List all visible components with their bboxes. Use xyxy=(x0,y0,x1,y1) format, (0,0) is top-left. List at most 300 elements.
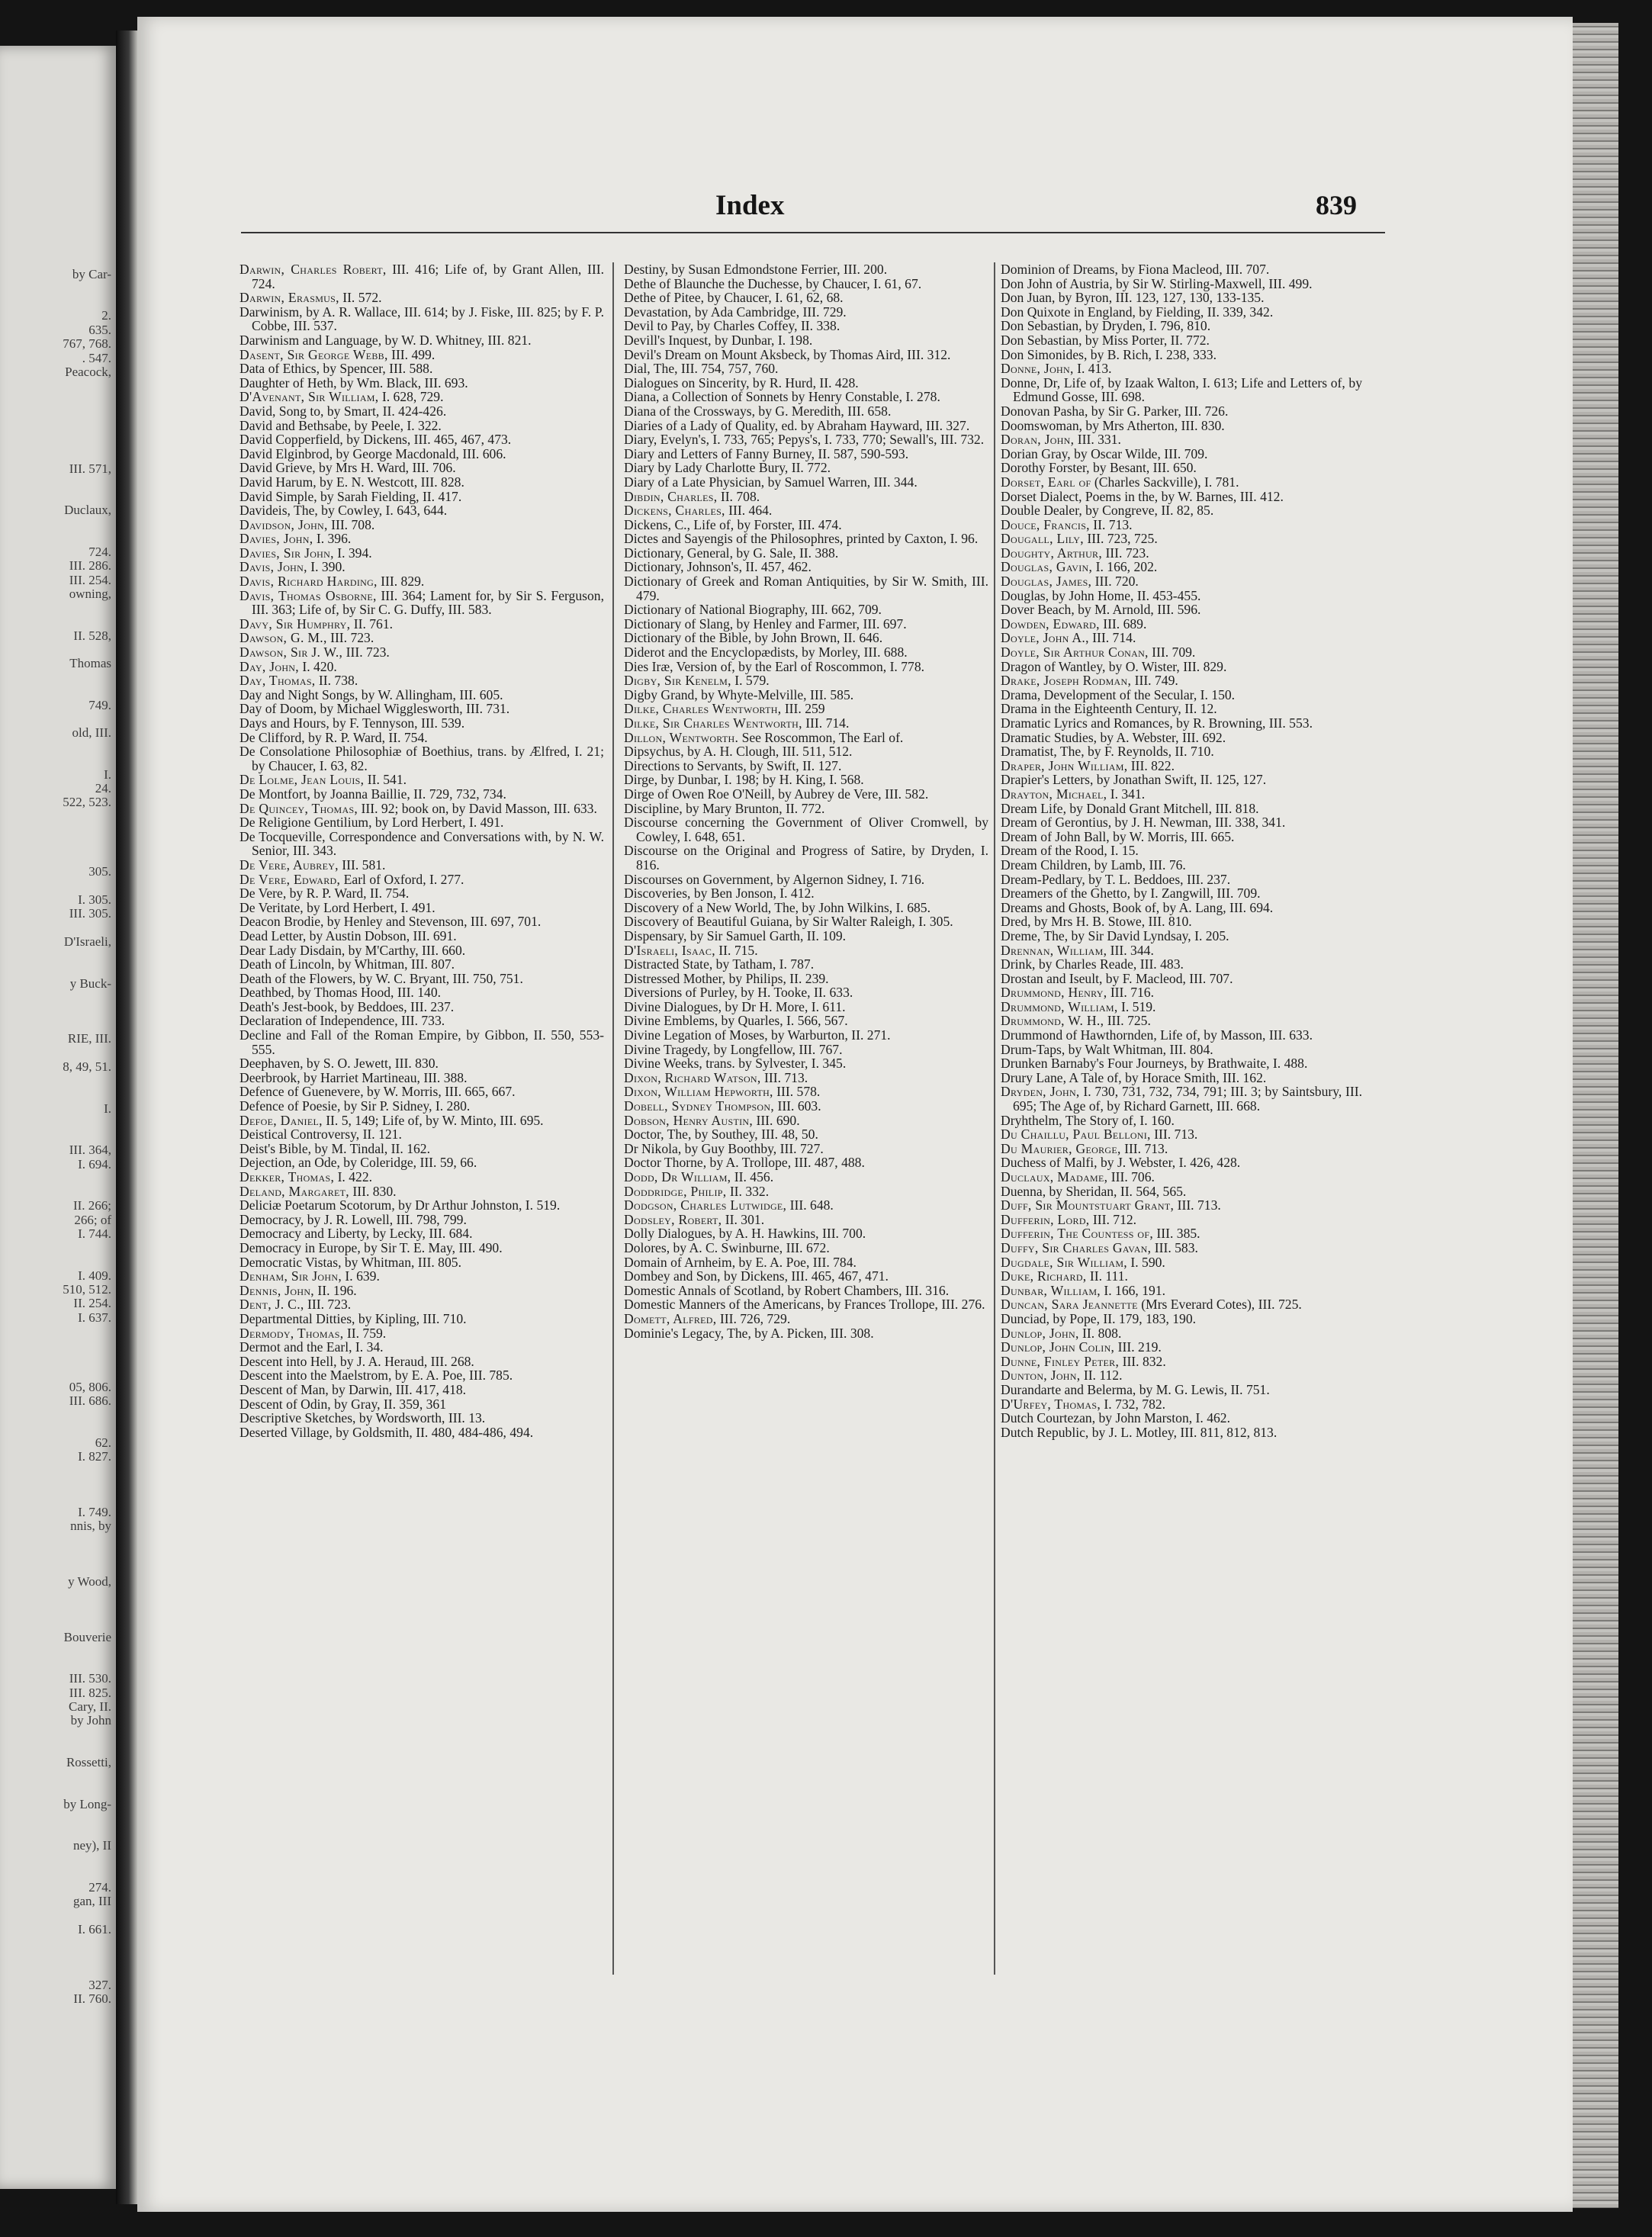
facing-page-text: owning, xyxy=(69,587,111,601)
entry-heading: Davis, Thomas Osborne, xyxy=(239,587,377,603)
index-entry xyxy=(239,546,604,561)
entry-text: Data of Ethics, by Spencer, III. 588. xyxy=(239,361,433,377)
entry-text: III. 723. xyxy=(342,644,390,660)
entry-text: De Vere, by R. P. Ward, II. 754. xyxy=(239,885,410,902)
index-entry xyxy=(239,731,604,745)
index-entry xyxy=(239,673,604,688)
entry-text: I. 166, 202. xyxy=(1092,559,1158,575)
index-entry xyxy=(239,574,604,589)
entry-text: Declaration of Independence, III. 733. xyxy=(239,1013,445,1029)
entry-heading: De Quincey, Thomas, xyxy=(239,800,358,816)
index-entry xyxy=(1001,929,1362,943)
index-entry xyxy=(624,702,988,716)
index-entry xyxy=(239,376,604,391)
index-entry xyxy=(1001,1028,1362,1043)
index-entry xyxy=(1001,461,1362,475)
index-entry xyxy=(1001,985,1362,1000)
index-entry xyxy=(239,1114,604,1128)
entry-text: III. 583. xyxy=(1151,1239,1198,1255)
facing-page-text: I. xyxy=(104,767,111,782)
index-entry xyxy=(624,1085,988,1099)
index-entry xyxy=(624,844,988,872)
index-entry xyxy=(1001,1326,1362,1341)
entry-text: Discoveries, by Ben Jonson, I. 412. xyxy=(624,885,815,902)
index-entry xyxy=(624,1269,988,1284)
index-entry xyxy=(1001,972,1362,986)
entry-text: Dictionary of Slang, by Henley and Farmer, III. 697. xyxy=(624,615,907,632)
index-entry xyxy=(1001,277,1362,291)
index-entry xyxy=(624,1114,988,1128)
entry-heading: Duffy, Sir Charles Gavan, xyxy=(1001,1239,1152,1255)
entry-text: Donne, Dr, Life of, by Izaak Walton, I. 613; Life and Letters of, by Edmund Gosse, III. 698. xyxy=(1001,374,1362,405)
entry-heading: Doyle, Sir Arthur Conan, xyxy=(1001,644,1149,660)
index-entry xyxy=(624,518,988,532)
index-entry xyxy=(1001,503,1362,518)
facing-page-text: 8, 49, 51. xyxy=(63,1059,111,1074)
entry-text: Daughter of Heth, by Wm. Black, III. 693. xyxy=(239,374,468,391)
index-entry xyxy=(624,262,988,277)
index-entry xyxy=(239,1355,604,1369)
index-entry xyxy=(239,589,604,617)
entry-heading: Dugdale, Sir William, xyxy=(1001,1254,1127,1270)
facing-page-text: Duclaux, xyxy=(64,503,111,517)
entry-text: Dreams and Ghosts, Book of, by A. Lang, III. 694. xyxy=(1001,899,1274,915)
entry-text: Departmental Ditties, by Kipling, III. 710. xyxy=(239,1310,467,1326)
index-entry xyxy=(239,957,604,972)
index-entry xyxy=(239,773,604,787)
index-entry xyxy=(239,1411,604,1425)
page-edge xyxy=(1573,23,1618,2208)
index-entry xyxy=(624,291,988,305)
index-entry xyxy=(624,574,988,603)
entry-text: II. 112. xyxy=(1080,1368,1123,1384)
facing-page-text: gan, III xyxy=(72,1894,111,1908)
index-entry xyxy=(239,631,604,645)
entry-heading: Darwin, Charles Robert, xyxy=(239,262,387,277)
facing-page-text: III. 571, xyxy=(69,461,111,476)
entry-text: II. 572. xyxy=(339,290,382,306)
entry-text: III. 648. xyxy=(786,1197,834,1213)
index-entry xyxy=(239,305,604,333)
index-entry xyxy=(624,673,988,688)
entry-text: II. 808. xyxy=(1078,1325,1122,1341)
entry-text: III. 364; Lament for, by Sir S. Ferguson, III. 363; Life of, by Sir C. G. Duffy, III. 583. xyxy=(252,587,604,618)
entry-text: II. 301. xyxy=(722,1211,765,1227)
entry-text: Dolly Dialogues, by A. H. Hawkins, III. 700. xyxy=(624,1226,866,1242)
entry-heading: Drayton, Michael, xyxy=(1001,786,1107,802)
entry-heading: Dufferin, The Countess of, xyxy=(1001,1226,1154,1242)
facing-page-text: D'Israeli, xyxy=(63,934,111,949)
entry-text: I. 420. xyxy=(298,658,337,674)
entry-text: Descriptive Sketches, by Wordsworth, III. 13. xyxy=(239,1410,486,1426)
facing-page-text: III. 254. xyxy=(69,573,111,587)
index-entry xyxy=(1001,1127,1362,1142)
index-entry xyxy=(239,1397,604,1412)
index-entry xyxy=(239,1297,604,1312)
entry-text: Dover Beach, by M. Arnold, III. 596. xyxy=(1001,602,1201,618)
entry-text: I. 396. xyxy=(313,531,352,547)
entry-text: Day and Night Songs, by W. Allingham, III. 605. xyxy=(239,686,503,702)
index-entry xyxy=(1001,475,1362,490)
entry-text: Dream of Gerontius, by J. H. Newman, III. 338, 341. xyxy=(1001,815,1286,831)
entry-text: Duchess of Malfi, by J. Webster, I. 426, 428. xyxy=(1001,1155,1241,1171)
index-entry xyxy=(1001,773,1362,787)
entry-heading: Dorset, Earl of xyxy=(1001,474,1091,490)
entry-text: Dream of the Rood, I. 15. xyxy=(1001,843,1139,859)
entry-text: III. 578. xyxy=(773,1084,821,1100)
entry-text: Dolores, by A. C. Swinburne, III. 672. xyxy=(624,1239,830,1255)
entry-text: Diary, Evelyn's, I. 733, 765; Pepys's, I. 733, 770; Sewall's, III. 732. xyxy=(624,432,985,448)
entry-text: David Copperfield, by Dickens, III. 465, 467, 473. xyxy=(239,432,512,448)
index-entry xyxy=(239,901,604,915)
index-entry xyxy=(624,744,988,759)
facing-page-text: I. 637. xyxy=(78,1310,111,1325)
facing-page-text: II. 254. xyxy=(73,1296,111,1310)
entry-text: Diana, a Collection of Sonnets by Henry Constable, I. 278. xyxy=(624,389,940,405)
page-title: Index xyxy=(715,190,785,221)
index-entry xyxy=(239,1085,604,1099)
entry-text: Distressed Mother, by Philips, II. 239. xyxy=(624,970,829,986)
index-column-1 xyxy=(239,262,604,1439)
entry-text: Death's Jest-book, by Beddoes, III. 237. xyxy=(239,998,455,1014)
entry-text: II. 761. xyxy=(350,615,394,632)
entry-text: Earl of Oxford, I. 277. xyxy=(340,871,464,887)
entry-text: Defence of Guenevere, by W. Morris, III. 665, 667. xyxy=(239,1084,516,1100)
index-entry xyxy=(1001,589,1362,603)
index-entry xyxy=(239,1312,604,1326)
entry-text: Deistical Controversy, II. 121. xyxy=(239,1127,402,1143)
entry-text: Doomswoman, by Mrs Atherton, III. 830. xyxy=(1001,417,1225,433)
entry-text: Dramatic Lyrics and Romances, by R. Browning, III. 553. xyxy=(1001,715,1313,731)
entry-text: Dermot and the Earl, I. 34. xyxy=(239,1339,384,1355)
entry-text: Dream Life, by Donald Grant Mitchell, III. 818. xyxy=(1001,800,1259,816)
index-entry xyxy=(1001,617,1362,632)
entry-text: De Tocqueville, Correspondence and Conversations with, by N. W. Senior, III. 343. xyxy=(239,828,604,859)
facing-page-text: 327. xyxy=(88,1978,111,1992)
facing-page-text: 24. xyxy=(95,781,111,795)
entry-text: III. 725. xyxy=(1104,1013,1151,1029)
index-entry xyxy=(624,1043,988,1057)
entry-text: I. 628, 729. xyxy=(378,389,444,405)
entry-text: III. 689. xyxy=(1099,615,1147,632)
index-entry xyxy=(239,1284,604,1298)
facing-page-text: 510, 512. xyxy=(63,1282,111,1297)
index-entry xyxy=(1001,603,1362,617)
facing-page-text: II. 760. xyxy=(73,1991,111,2006)
index-entry xyxy=(239,815,604,830)
entry-text: I. 579. xyxy=(731,673,770,689)
index-entry xyxy=(624,1000,988,1014)
entry-heading: Dunlop, John, xyxy=(1001,1325,1079,1341)
entry-text: Diana of the Crossways, by G. Meredith, III. 658. xyxy=(624,403,892,419)
entry-heading: Dennis, John, xyxy=(239,1282,314,1298)
index-entry xyxy=(239,943,604,958)
index-entry xyxy=(624,362,988,376)
entry-text: III. 714. xyxy=(802,715,850,731)
entry-text: Divine Emblems, by Quarles, I. 566, 567. xyxy=(624,1013,848,1029)
entry-text: Dial, The, III. 754, 757, 760. xyxy=(624,361,779,377)
index-entry xyxy=(1001,490,1362,504)
entry-heading: Drummond, William, xyxy=(1001,998,1118,1014)
index-entry xyxy=(624,1284,988,1298)
entry-text: Dred, by Mrs H. B. Stowe, III. 810. xyxy=(1001,914,1192,930)
entry-text: Deserted Village, by Goldsmith, II. 480, 484-486, 494. xyxy=(239,1424,534,1440)
index-entry xyxy=(239,390,604,404)
index-entry xyxy=(239,1269,604,1284)
facing-page-text: II. 528, xyxy=(73,628,111,643)
index-entry xyxy=(1001,1056,1362,1071)
facing-page-text: Cary, II. xyxy=(68,1699,111,1714)
facing-page-text: ney), II xyxy=(72,1838,111,1853)
entry-text: Dream of John Ball, by W. Morris, III. 665. xyxy=(1001,828,1235,844)
entry-text: Diary and Letters of Fanny Burney, II. 587, 590-593. xyxy=(624,445,909,461)
index-entry xyxy=(239,1425,604,1440)
entry-text: Descent into the Maelstrom, by E. A. Poe, III. 785. xyxy=(239,1368,513,1384)
index-entry xyxy=(1001,645,1362,660)
entry-text: Dreme, The, by Sir David Lyndsay, I. 205. xyxy=(1001,927,1229,943)
entry-heading: Denham, Sir John, xyxy=(239,1268,342,1284)
entry-text: II. 111. xyxy=(1086,1268,1128,1284)
entry-text: Dorothy Forster, by Besant, III. 650. xyxy=(1001,460,1197,476)
index-entry xyxy=(239,688,604,702)
facing-page-text: Thomas xyxy=(69,656,111,670)
entry-text: Deerbrook, by Harriet Martineau, III. 388. xyxy=(239,1069,468,1085)
index-entry xyxy=(624,475,988,490)
entry-text: III. 708. xyxy=(327,516,375,532)
entry-text: III. 712. xyxy=(1089,1211,1137,1227)
entry-text: Don Sebastian, by Dryden, I. 796, 810. xyxy=(1001,318,1211,334)
entry-text: Deist's Bible, by M. Tindal, II. 162. xyxy=(239,1140,430,1156)
index-entry xyxy=(239,1127,604,1142)
facing-page-text: III. 364, xyxy=(69,1143,111,1157)
entry-text: Domestic Annals of Scotland, by Robert Chambers, III. 316. xyxy=(624,1282,950,1298)
index-entry xyxy=(1001,1241,1362,1255)
index-entry xyxy=(1001,1213,1362,1227)
facing-page-text: II. 266; xyxy=(72,1198,111,1213)
index-entry xyxy=(624,1056,988,1071)
entry-text: Dream Children, by Lamb, III. 76. xyxy=(1001,857,1186,873)
index-entry xyxy=(1001,673,1362,688)
index-entry xyxy=(1001,1170,1362,1184)
facing-page-text: I. 749. xyxy=(78,1505,111,1519)
entry-text: Doctor Thorne, by A. Trollope, III. 487, 488. xyxy=(624,1155,865,1171)
index-entry xyxy=(624,1198,988,1213)
index-entry xyxy=(1001,731,1362,745)
index-entry xyxy=(1001,1114,1362,1128)
entry-text: III. 749. xyxy=(1131,673,1178,689)
index-entry xyxy=(239,914,604,929)
entry-heading: Day, John, xyxy=(239,658,299,674)
entry-text: II. 332. xyxy=(726,1183,770,1199)
entry-heading: Du Maurier, George, xyxy=(1001,1140,1121,1156)
entry-text: Dirge of Owen Roe O'Neill, by Aubrey de Vere, III. 582. xyxy=(624,786,929,802)
entry-heading: Drennan, William, xyxy=(1001,942,1107,958)
index-entry xyxy=(1001,787,1362,802)
index-entry xyxy=(624,901,988,915)
facing-page-text: I. 827. xyxy=(78,1449,111,1464)
entry-text: II. 196. xyxy=(313,1282,357,1298)
entry-text: David Grieve, by Mrs H. Ward, III. 706. xyxy=(239,460,456,476)
entry-text: I. 519. xyxy=(1117,998,1156,1014)
index-entry xyxy=(239,1368,604,1383)
facing-page-text: III. 686. xyxy=(69,1393,111,1408)
entry-text: I. 590. xyxy=(1127,1254,1165,1270)
index-entry xyxy=(1001,1226,1362,1241)
facing-page-text: 635. xyxy=(88,323,111,337)
index-entry xyxy=(1001,447,1362,461)
entry-text: Dispensary, by Sir Samuel Garth, II. 109. xyxy=(624,927,847,943)
entry-text: Drummond of Hawthornden, Life of, by Masson, III. 633. xyxy=(1001,1027,1313,1043)
entry-text: Dream-Pedlary, by T. L. Beddoes, III. 237. xyxy=(1001,871,1231,887)
entry-text: David Simple, by Sarah Fielding, II. 417. xyxy=(239,488,462,504)
index-entry xyxy=(624,376,988,391)
entry-text: III. 723. xyxy=(304,1297,352,1313)
entry-heading: De Lolme, Jean Louis, xyxy=(239,772,365,788)
entry-text: Domestic Manners of the Americans, by Frances Trollope, III. 276. xyxy=(624,1297,985,1313)
entry-text: Devastation, by Ada Cambridge, III. 729. xyxy=(624,304,847,320)
index-entry xyxy=(1001,574,1362,589)
index-entry xyxy=(624,1014,988,1028)
index-entry xyxy=(239,503,604,518)
facing-page-text: 62. xyxy=(95,1435,111,1450)
index-entry xyxy=(624,660,988,674)
entry-heading: De Vere, Aubrey, xyxy=(239,857,339,873)
page-number: 839 xyxy=(1316,190,1357,220)
index-entry xyxy=(624,532,988,546)
entry-text: II. 5, 149; Life of, by W. Minto, III. 695. xyxy=(322,1112,544,1128)
index-entry xyxy=(624,631,988,645)
index-entry xyxy=(624,688,988,702)
entry-heading: Drummond, Henry, xyxy=(1001,985,1107,1001)
index-column-2 xyxy=(624,262,988,1340)
facing-page-text: Peacock, xyxy=(65,365,111,379)
entry-text: Douglas, by John Home, II. 453-455. xyxy=(1001,587,1201,603)
entry-heading: Dawson, G. M., xyxy=(239,630,327,646)
facing-page-fragment xyxy=(0,46,116,2189)
index-entry xyxy=(624,929,988,943)
entry-heading: Dunbar, William, xyxy=(1001,1282,1101,1298)
entry-text: Darwinism and Language, by W. D. Whitney, III. 821. xyxy=(239,332,532,348)
entry-text: Dr Nikola, by Guy Boothby, III. 727. xyxy=(624,1140,824,1156)
index-entry xyxy=(239,1071,604,1085)
entry-heading: Dixon, Richard Watson, xyxy=(624,1069,761,1085)
entry-text: Dipsychus, by A. H. Clough, III. 511, 512. xyxy=(624,744,853,760)
index-entry xyxy=(1001,1411,1362,1425)
facing-page-text: I. 694. xyxy=(78,1157,111,1172)
entry-text: III. 723. xyxy=(1102,545,1149,561)
index-entry xyxy=(1001,1184,1362,1199)
entry-text: Dead Letter, by Austin Dobson, III. 691. xyxy=(239,927,457,943)
entry-text: Dominie's Legacy, The, by A. Picken, III. 308. xyxy=(624,1325,874,1341)
index-entry xyxy=(1001,518,1362,532)
entry-text: Directions to Servants, by Swift, II. 127. xyxy=(624,757,842,773)
facing-page-text: III. 530. xyxy=(69,1671,111,1686)
entry-text: III. 92; book on, by David Masson, III. 633. xyxy=(358,800,597,816)
index-entry xyxy=(1001,362,1362,376)
index-entry xyxy=(624,404,988,419)
index-entry xyxy=(624,759,988,773)
entry-text: Drunken Barnaby's Four Journeys, by Brathwaite, I. 488. xyxy=(1001,1056,1308,1072)
index-entry xyxy=(1001,1071,1362,1085)
entry-heading: Dibdin, Charles, xyxy=(624,488,718,504)
index-entry xyxy=(1001,759,1362,773)
index-entry xyxy=(624,886,988,901)
entry-text: Dryhthelm, The Story of, I. 160. xyxy=(1001,1112,1175,1128)
index-entry xyxy=(1001,914,1362,929)
entry-text: II. 713. xyxy=(1089,516,1133,532)
facing-page-text: by Car- xyxy=(72,267,111,281)
entry-heading: Dodsley, Robert, xyxy=(624,1211,722,1227)
entry-text: Dejection, an Ode, by Coleridge, III. 59, 66. xyxy=(239,1155,477,1171)
index-entry xyxy=(1001,1284,1362,1298)
index-entry xyxy=(1001,1198,1362,1213)
facing-page-text: Rossetti, xyxy=(66,1755,111,1769)
entry-text: Dictionary of the Bible, by John Brown, II. 646. xyxy=(624,630,883,646)
index-entry xyxy=(624,914,988,929)
entry-heading: Duke, Richard, xyxy=(1001,1268,1087,1284)
entry-text: Don John of Austria, by Sir W. Stirling-Maxwell, III. 499. xyxy=(1001,275,1313,291)
index-entry xyxy=(1001,886,1362,901)
index-entry xyxy=(624,645,988,660)
entry-text: Domain of Arnheim, by E. A. Poe, III. 784. xyxy=(624,1254,857,1270)
entry-text: Discovery of Beautiful Guiana, by Sir Walter Raleigh, I. 305. xyxy=(624,914,953,930)
entry-text: III. 713. xyxy=(1120,1140,1168,1156)
index-entry xyxy=(239,404,604,419)
index-entry xyxy=(1001,660,1362,674)
entry-heading: Davidson, John, xyxy=(239,516,328,532)
index-entry xyxy=(1001,291,1362,305)
entry-heading: Davis, John, xyxy=(239,559,307,575)
entry-text: III. 416; Life of, by Grant Allen, III. 724. xyxy=(252,262,604,291)
entry-heading: Du Chaillu, Paul Belloni, xyxy=(1001,1127,1151,1143)
entry-text: (Mrs Everard Cotes), III. 725. xyxy=(1137,1297,1302,1313)
entry-heading: Drummond, W. H., xyxy=(1001,1013,1104,1029)
entry-text: De Religione Gentilium, by Lord Herbert, I. 491. xyxy=(239,815,504,831)
entry-text: Divine Dialogues, by Dr H. More, I. 611. xyxy=(624,998,846,1014)
index-entry xyxy=(239,1142,604,1156)
index-entry xyxy=(624,447,988,461)
entry-heading: Dunton, John, xyxy=(1001,1368,1081,1384)
entry-heading: Duncan, Sara Jeannette xyxy=(1001,1297,1138,1313)
entry-text: Drama in the Eighteenth Century, II. 12. xyxy=(1001,701,1217,717)
entry-text: Democracy and Liberty, by Lecky, III. 684. xyxy=(239,1226,473,1242)
entry-text: Dragon of Wantley, by O. Wister, III. 829. xyxy=(1001,658,1227,674)
entry-text: Don Simonides, by B. Rich, I. 238, 333. xyxy=(1001,346,1217,362)
entry-text: Descent into Hell, by J. A. Heraud, III. 268. xyxy=(239,1353,474,1369)
entry-text: De Consolatione Philosophiæ of Boethius, trans. by Ælfred, I. 21; by Chaucer, I. 63, 82. xyxy=(239,744,604,773)
entry-text: Diary by Lady Charlotte Bury, II. 772. xyxy=(624,460,831,476)
entry-text: Destiny, by Susan Edmondstone Ferrier, III. 200. xyxy=(624,262,888,277)
entry-text: I. 390. xyxy=(307,559,346,575)
index-entry xyxy=(239,518,604,532)
entry-heading: Darwin, Erasmus, xyxy=(239,290,339,306)
entry-text: Discourse on the Original and Progress of Satire, by Dryden, I. 816. xyxy=(624,843,988,873)
facing-page-text: III. 286. xyxy=(69,558,111,573)
entry-text: Deacon Brodie, by Henley and Stevenson, III. 697, 701. xyxy=(239,914,542,930)
index-entry xyxy=(1001,305,1362,320)
entry-text: Defence of Poesie, by Sir P. Sidney, I. 280. xyxy=(239,1098,471,1114)
index-entry xyxy=(239,333,604,348)
entry-heading: Dufferin, Lord, xyxy=(1001,1211,1090,1227)
index-entry xyxy=(239,1056,604,1071)
entry-text: Dies Iræ, Version of, by the Earl of Roscommon, I. 778. xyxy=(624,658,925,674)
index-entry xyxy=(239,419,604,433)
entry-text: Diderot and the Encyclopædists, by Morley, III. 688. xyxy=(624,644,908,660)
entry-heading: Doughty, Arthur, xyxy=(1001,545,1103,561)
entry-heading: Dobson, Henry Austin, xyxy=(624,1112,754,1128)
index-entry xyxy=(624,1226,988,1241)
entry-text: III. 723. xyxy=(326,630,374,646)
